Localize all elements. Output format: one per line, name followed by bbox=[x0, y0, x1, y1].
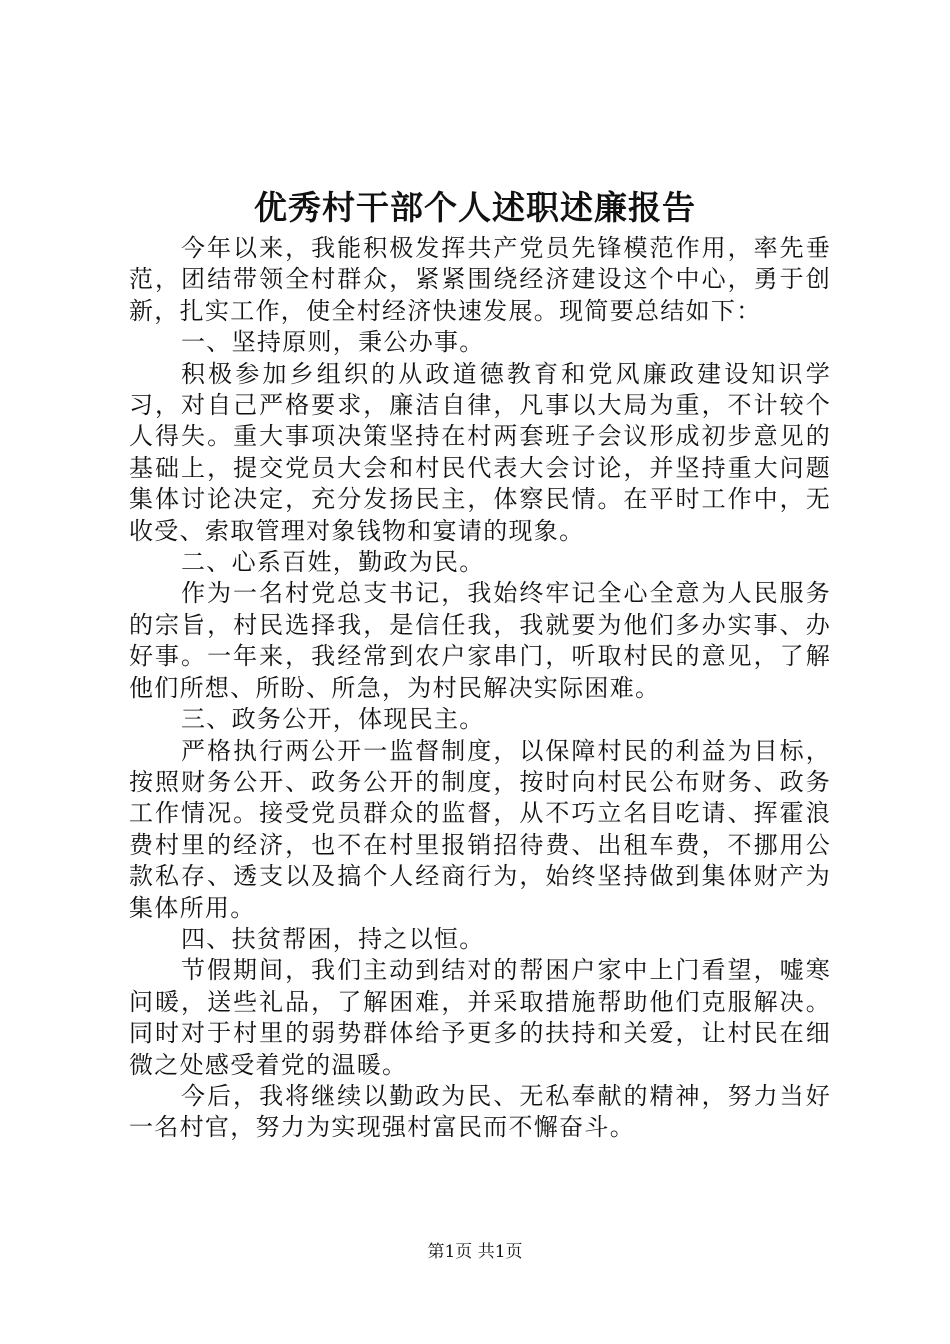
section-4-paragraph: 节假期间，我们主动到结对的帮困户家中上门看望，嘘寒问暖，送些礼品，了解困难，并采取措施帮助他们克服解决。同时对于村里的弱势群体给予更多的扶持和关爱，让村民在细微之处感受着党的温暖。 bbox=[129, 956, 831, 1079]
page-footer: 第1页 共1页 bbox=[427, 1242, 523, 1262]
section-heading-3: 三、政务公开，体现民主。 bbox=[181, 705, 485, 734]
document-title: 优秀村干部个人述职述廉报告 bbox=[254, 188, 696, 227]
section-heading-1: 一、坚持原则，秉公办事。 bbox=[181, 328, 485, 357]
section-heading-2: 二、心系百姓，勤政为民。 bbox=[181, 548, 485, 577]
document-body bbox=[129, 233, 831, 1144]
section-1-paragraph: 积极参加乡组织的从政道德教育和党风廉政建设知识学习，对自己严格要求，廉洁自律，凡事以大局为重，不计较个人得失。重大事项决策坚持在村两套班子会议形成初步意见的基础上，提交党员大会和村民代表大会讨论，并坚持重大问题集体讨论决定，充分发扬民主，体察民情。在平时工作中，无收受、索取管理对象钱物和宴请的现象。 bbox=[129, 359, 831, 545]
closing-paragraph: 今后，我将继续以勤政为民、无私奉献的精神，努力当好一名村官，努力为实现强村富民而不懈奋斗。 bbox=[129, 1081, 831, 1142]
intro-paragraph: 今年以来，我能积极发挥共产党员先锋模范作用，率先垂范，团结带领全村群众，紧紧围绕经济建设这个中心，勇于创新，扎实工作，使全村经济快速发展。现简要总结如下： bbox=[129, 234, 831, 325]
section-2-paragraph: 作为一名村党总支书记，我始终牢记全心全意为人民服务的宗旨，村民选择我，是信任我，我就要为他们多办实事、办好事。一年来，我经常到农户家串门，听取村民的意见，了解他们所想、所盼、所急，为村民解决实际困难。 bbox=[129, 579, 831, 702]
section-heading-4: 四、扶贫帮困，持之以恒。 bbox=[181, 924, 485, 953]
section-3-paragraph: 严格执行两公开一监督制度，以保障村民的利益为目标，按照财务公开、政务公开的制度，按时向村民公布财务、政务工作情况。接受党员群众的监督，从不巧立名目吃请、挥霍浪费村里的经济，也不在村里报销招待费、出租车费，不挪用公款私存、透支以及搞个人经商行为，始终坚持做到集体财产为集体所用。 bbox=[129, 736, 831, 922]
